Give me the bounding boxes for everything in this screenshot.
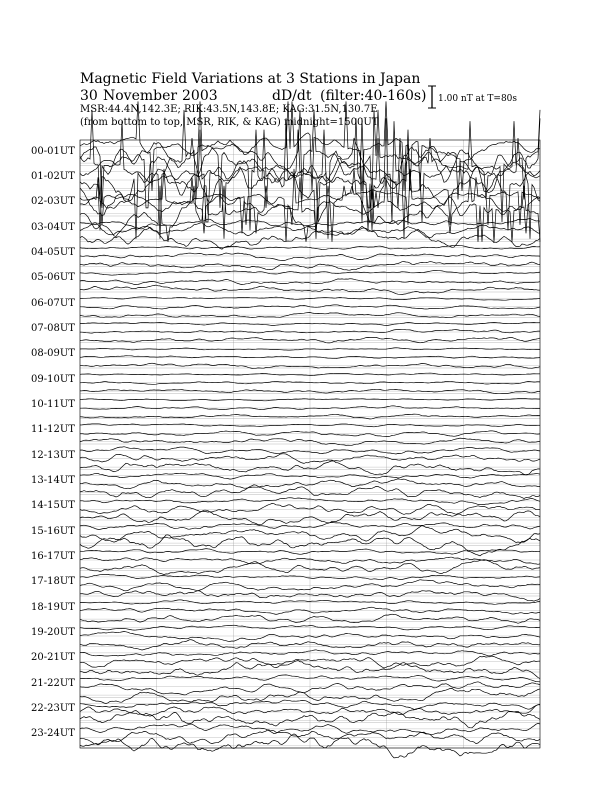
filter-label: (filter:40-160s) — [320, 88, 427, 104]
chart-title: Magnetic Field Variations at 3 Stations in Japan — [80, 71, 421, 87]
row-label: 16-17UT — [31, 551, 75, 562]
row-label: 03-04UT — [31, 221, 75, 233]
row-label: 23-24UT — [31, 728, 75, 740]
row-label: 10-11UT — [31, 399, 75, 410]
row-label: 18-19UT — [31, 601, 75, 613]
row-label: 14-15UT — [31, 500, 75, 512]
plot-grid — [80, 140, 540, 748]
row-label: 09-10UT — [31, 373, 75, 385]
date-month: November — [103, 88, 178, 104]
row-label: 08-09UT — [31, 348, 75, 360]
row-label: 20-21UT — [31, 652, 75, 664]
row-label: 17-18UT — [31, 576, 75, 588]
row-label: 07-08UT — [31, 323, 75, 334]
component-label: dD/dt — [272, 88, 312, 104]
row-label: 06-07UT — [31, 297, 75, 309]
row-label: 02-03UT — [31, 196, 75, 208]
row-label: 21-22UT — [31, 677, 75, 689]
row-label: 11-12UT — [31, 424, 75, 436]
scale-label: 1.00 nT at T=80s — [438, 94, 518, 104]
row-label: 01-02UT — [31, 171, 75, 182]
row-label: 22-23UT — [31, 703, 75, 714]
date-year: 2003 — [182, 88, 218, 104]
stations-label: MSR:44.4N,142.3E; RIK:43.5N,143.8E; KAG:31.5N,130.7E — [80, 104, 378, 115]
date-day: 30 — [80, 88, 98, 104]
row-label: 13-14UT — [31, 475, 75, 486]
row-label: 04-05UT — [31, 247, 75, 258]
row-label: 19-20UT — [31, 627, 75, 638]
row-label: 05-06UT — [31, 272, 75, 284]
row-label: 15-16UT — [31, 525, 75, 537]
order-note: (from bottom to top, MSR, RIK, & KAG) midnight=1500UT — [80, 117, 379, 128]
row-label: 00-01UT — [31, 145, 75, 157]
row-label: 12-13UT — [31, 449, 75, 461]
